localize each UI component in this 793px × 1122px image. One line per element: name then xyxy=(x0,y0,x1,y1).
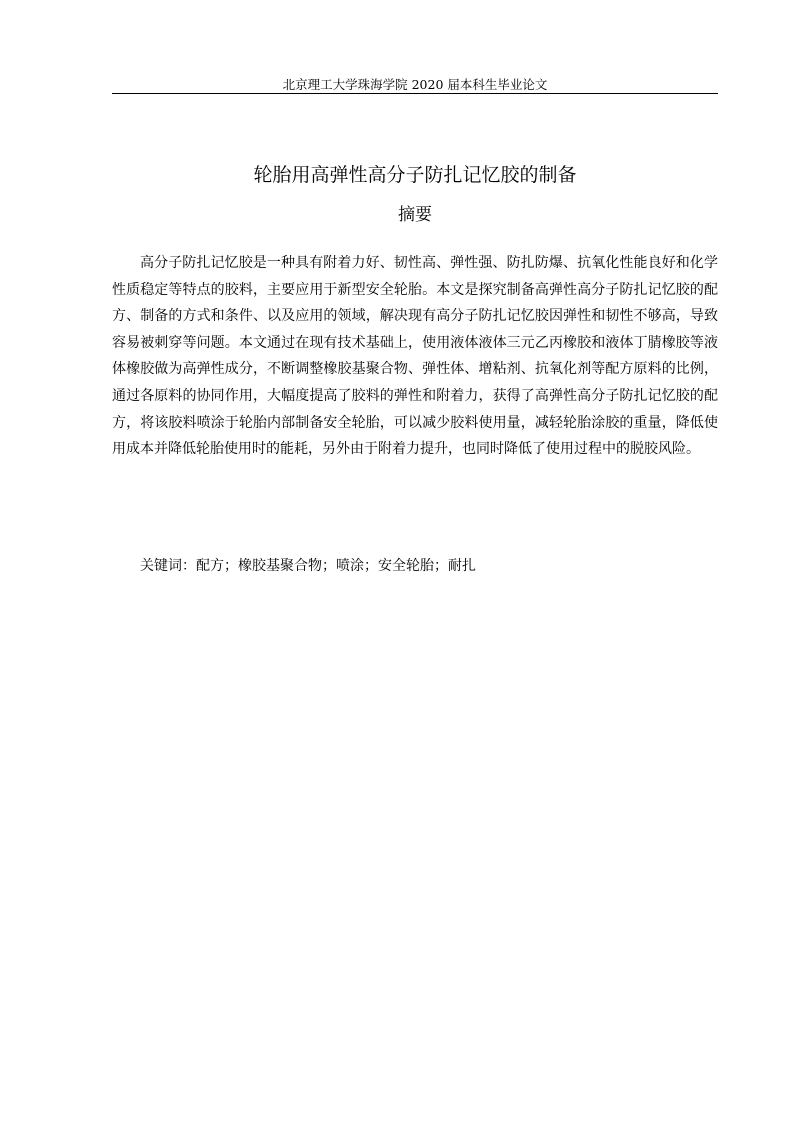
abstract-heading: 摘要 xyxy=(398,205,432,225)
keywords-line xyxy=(112,554,718,578)
keywords-list: 配方；橡胶基聚合物；喷涂；安全轮胎；耐扎 xyxy=(196,558,476,574)
document-title: 轮胎用高弹性高分子防扎记忆胶的制备 xyxy=(253,164,577,186)
abstract-body: 高分子防扎记忆胶是一种具有附着力好、韧性高、弹性强、防扎防爆、抗氧化性能良好和化学性质稳定等特点的胶料，主要应用于新型安全轮胎。本文是探究制备高弹性高分子防扎记忆胶的配方、制备的方式和条件、以及应用的领域，解决现有高分子防扎记忆胶因弹性和韧性不够高，导致容易被刺穿等问题。本文通过在现有技术基础上，使用液体液体三元乙丙橡胶和液体丁腈橡胶等液体橡胶做为高弹性成分，不断调整橡胶基聚合物、弹性体、增粘剂、抗氧化剂等配方原料的比例，通过各原料的协同作用，大幅度提高了胶料的弹性和附着力，获得了高弹性高分子防扎记忆胶的配方，将该胶料喷涂于轮胎内部制备安全轮胎，可以减少胶料使用量，减轻轮胎涂胶的重量，降低使用成本并降低轮胎使用时的能耗，另外由于附着力提升，也同时降低了使用过程中的脱胶风险。 xyxy=(112,255,718,458)
page-header xyxy=(112,76,718,94)
header-text: 北京理工大学珠海学院 2020 届本科生毕业论文 xyxy=(282,77,548,92)
keywords-label: 关键词： xyxy=(140,558,196,574)
